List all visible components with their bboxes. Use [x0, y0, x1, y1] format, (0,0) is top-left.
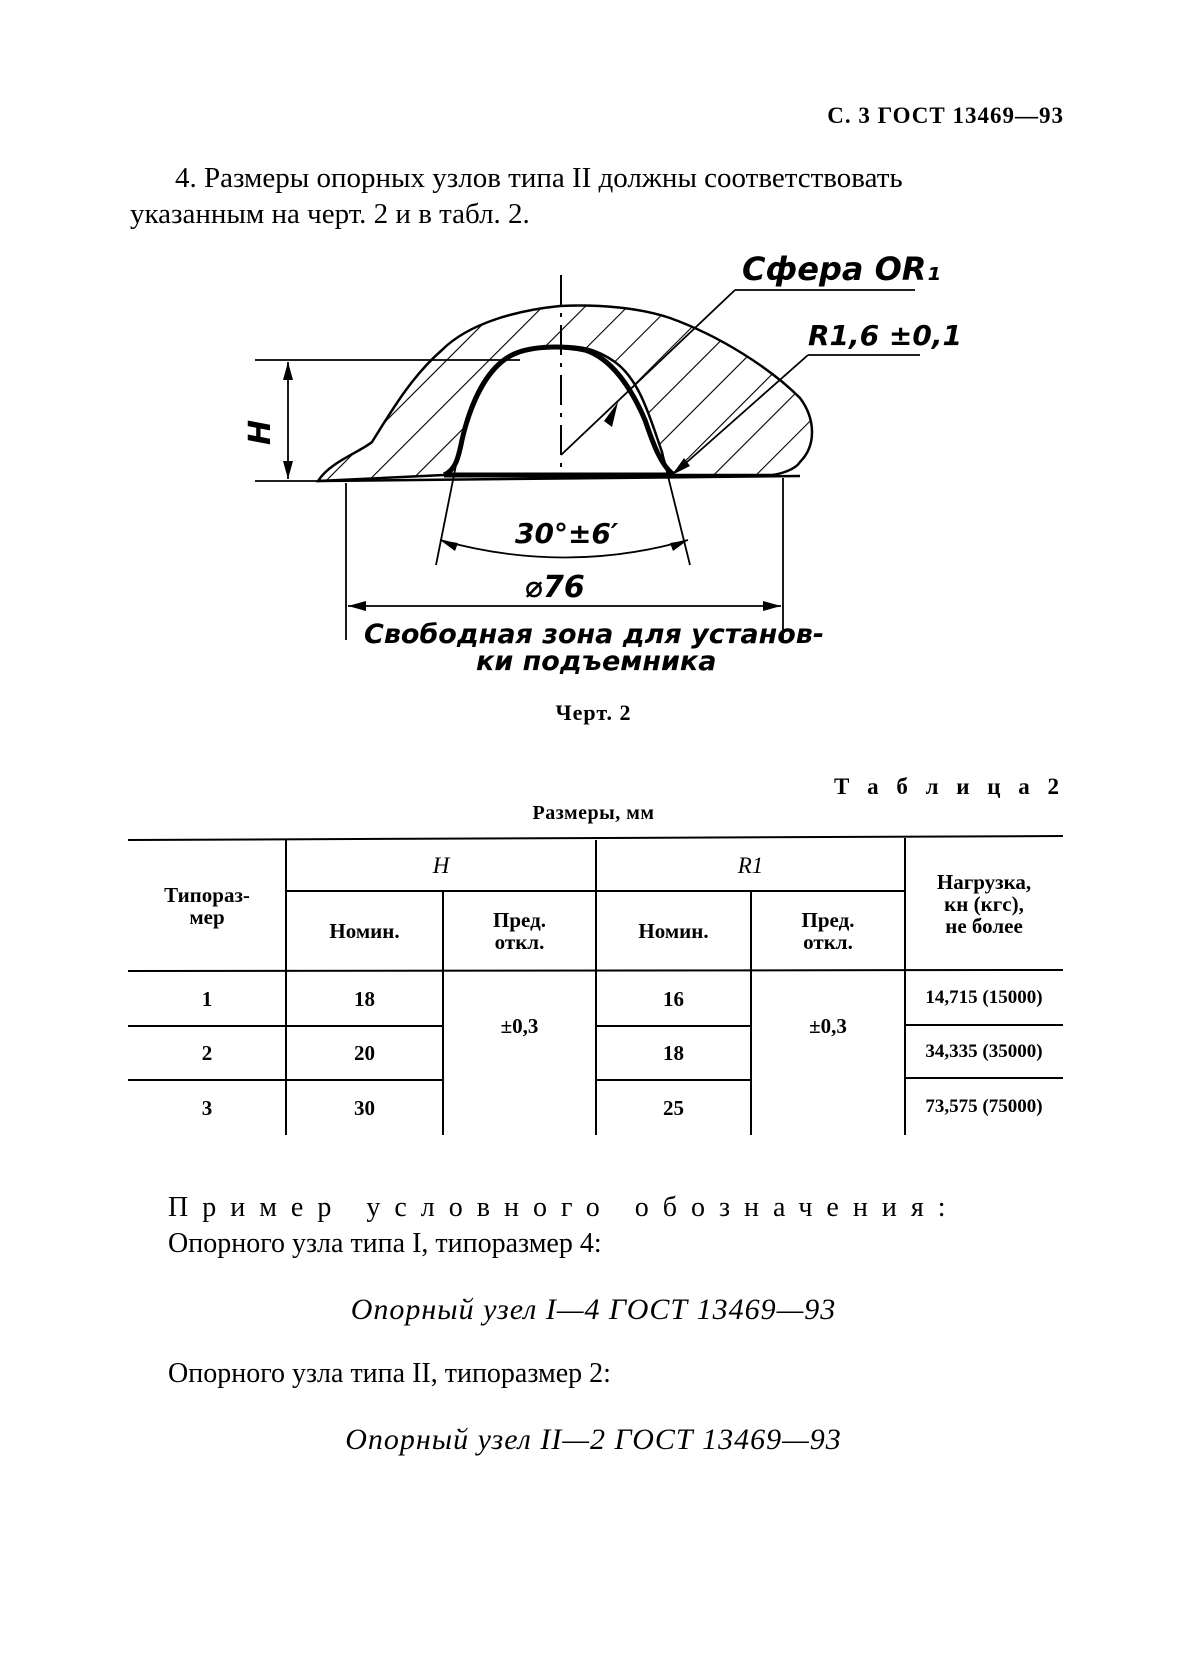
header-nominal-h: Номин.	[329, 919, 400, 943]
header-h: H	[432, 852, 450, 878]
row-1-size: 1	[201, 986, 213, 1011]
zone-label-line2: ки подъемника	[476, 646, 717, 677]
page-header: С. 3 ГОСТ 13469—93	[827, 103, 1064, 128]
header-deviation-h: Пред. откл.	[493, 908, 546, 954]
radius-label: R1,6 ±0,1	[808, 319, 962, 352]
example-heading: Пример условного обозначения:	[168, 1192, 960, 1223]
example-type2-line: Опорного узла типа II, типоразмер 2:	[168, 1358, 611, 1389]
angle-label: 30°±6′	[515, 517, 619, 550]
row-3-size: 3	[201, 1095, 213, 1120]
header-nominal-r1: Номин.	[638, 919, 709, 943]
row-1-load: 14,715 (15000)	[925, 987, 1043, 1008]
diameter-label: ⌀76	[525, 570, 585, 605]
example-type1-designation: Опорный узел I—4 ГОСТ 13469—93	[350, 1293, 837, 1326]
row-2-h: 20	[354, 1041, 375, 1065]
row-1-r1: 16	[663, 986, 684, 1011]
h-deviation-merged: ±0,3	[500, 1014, 539, 1038]
header-size: Типораз- мер	[164, 882, 250, 929]
example-type2-designation: Опорный узел II—2 ГОСТ 13469—93	[345, 1423, 842, 1456]
intro-line-2: указанным на черт. 2 и в табл. 2.	[130, 198, 530, 230]
header-r1: R1	[737, 852, 764, 878]
header-deviation-r1: Пред. откл.	[801, 908, 855, 954]
row-2-size: 2	[201, 1041, 213, 1065]
zone-label-line1: Свободная зона для установ-	[364, 619, 825, 650]
row-2-load: 34,335 (35000)	[925, 1040, 1043, 1062]
row-3-load: 73,575 (75000)	[925, 1095, 1043, 1117]
row-2-r1: 18	[663, 1041, 684, 1065]
table-subtitle: Размеры, мм	[532, 802, 655, 824]
figure-caption: Черт. 2	[555, 700, 632, 725]
table-title: Т а б л и ц а 2	[834, 774, 1065, 799]
sphere-label: Сфера OR₁	[742, 250, 941, 288]
header-load: Нагрузка, кн (кгс), не более	[936, 870, 1032, 938]
row-1-h: 18	[354, 986, 375, 1011]
row-3-h: 30	[354, 1095, 375, 1120]
example-type1-line: Опорного узла типа I, типоразмер 4:	[168, 1228, 602, 1259]
intro-line-1: 4. Размеры опорных узлов типа II должны соответствовать	[175, 162, 903, 194]
row-3-r1: 25	[663, 1095, 684, 1120]
r1-deviation-merged: ±0,3	[809, 1014, 847, 1038]
height-label: H	[243, 419, 278, 445]
